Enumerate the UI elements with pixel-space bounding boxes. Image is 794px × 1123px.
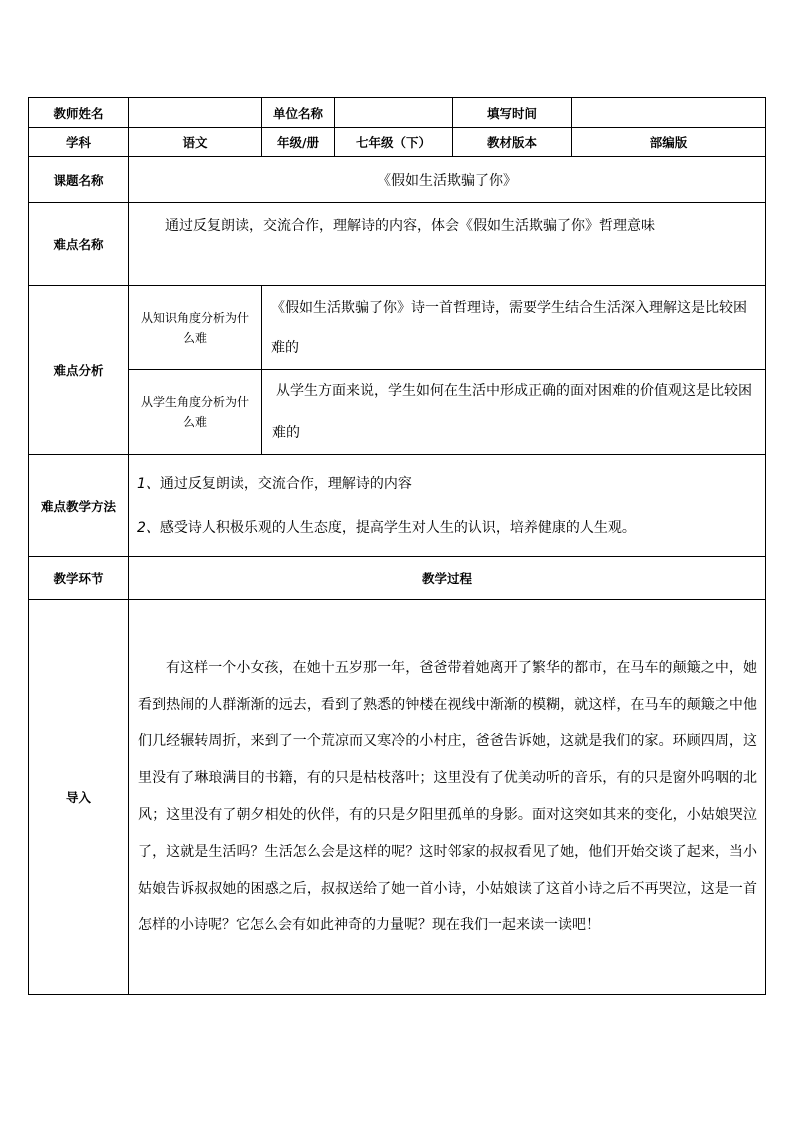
method-item	[137, 506, 757, 550]
method-label: 难点教学方法	[29, 455, 129, 557]
student-angle-text: 从学生方面来说，学生如何在生活中形成正确的面对困难的价值观这是比较困难的	[262, 370, 766, 455]
unit-label: 单位名称	[262, 98, 335, 128]
analysis-knowledge-row	[29, 286, 766, 370]
method-item	[137, 462, 757, 506]
difficulty-label: 难点名称	[29, 203, 129, 286]
lesson-row	[29, 157, 766, 203]
header-row	[29, 98, 766, 128]
date-value[interactable]	[572, 98, 766, 128]
method-item-text: 感受诗人积极乐观的人生态度，提高学生对人生的认识，培养健康的人生观。	[159, 519, 636, 536]
knowledge-angle-label: 从知识角度分析为什么难	[129, 286, 262, 370]
method-row	[29, 455, 766, 557]
lesson-plan-document	[28, 97, 765, 995]
method-item-text: 通过反复朗读，交流合作，理解诗的内容	[159, 475, 412, 492]
lesson-label: 课题名称	[29, 157, 129, 203]
process-header-row	[29, 557, 766, 600]
process-label: 教学过程	[129, 557, 766, 600]
analysis-label: 难点分析	[29, 286, 129, 455]
student-angle-label: 从学生角度分析为什么难	[129, 370, 262, 455]
knowledge-angle-text: 《假如生活欺骗了你》诗一首哲理诗，需要学生结合生活深入理解这是比较困难的	[262, 286, 766, 370]
stage-label: 教学环节	[29, 557, 129, 600]
intro-row	[29, 600, 766, 995]
edition-label: 教材版本	[453, 128, 572, 157]
grade-value: 七年级（下）	[335, 128, 453, 157]
subject-value: 语文	[129, 128, 262, 157]
intro-label: 导入	[29, 600, 129, 995]
difficulty-text: 通过反复朗读，交流合作，理解诗的内容，体会《假如生活欺骗了你》哲理意味	[129, 203, 766, 286]
analysis-student-row	[29, 370, 766, 455]
subject-label: 学科	[29, 128, 129, 157]
grade-label: 年级/册	[262, 128, 335, 157]
info-row	[29, 128, 766, 157]
intro-text: 有这样一个小女孩，在她十五岁那一年，爸爸带着她离开了繁华的都市，在马车的颠簸之中，她看到热闹的人群渐渐的远去，看到了熟悉的钟楼在视线中渐渐的模糊，就这样，在马车的颠簸之中他们几经辗转周折，来到了一个荒凉而又寒冷的小村庄，爸爸告诉她，这就是我们的家。环顾四周，这里没有了琳琅满目的书籍，有的只是枯枝落叶；这里没有了优美动听的音乐，有的只是窗外呜咽的北风；这里没有了朝夕相处的伙伴，有的只是夕阳里孤单的身影。面对这突如其来的变化，小姑娘哭泣了，这就是生活吗？生活怎么会是这样的呢？这时邻家的叔叔看见了她，他们开始交谈了起来，当小姑娘告诉叔叔她的困惑之后，叔叔送给了她一首小诗，小姑娘读了这首小诗之后不再哭泣，这是一首怎样的小诗呢？它怎么会有如此神奇的力量呢？现在我们一起来读一读吧！	[129, 600, 766, 995]
method-item-number: 1、	[137, 475, 160, 492]
difficulty-row	[29, 203, 766, 286]
method-item-number: 2、	[137, 519, 160, 536]
date-label: 填写时间	[453, 98, 572, 128]
teacher-value[interactable]	[129, 98, 262, 128]
lesson-plan-table	[28, 97, 766, 995]
edition-value: 部编版	[572, 128, 766, 157]
method-list	[129, 455, 766, 557]
teacher-label: 教师姓名	[29, 98, 129, 128]
lesson-title: 《假如生活欺骗了你》	[129, 157, 766, 203]
unit-value[interactable]	[335, 98, 453, 128]
